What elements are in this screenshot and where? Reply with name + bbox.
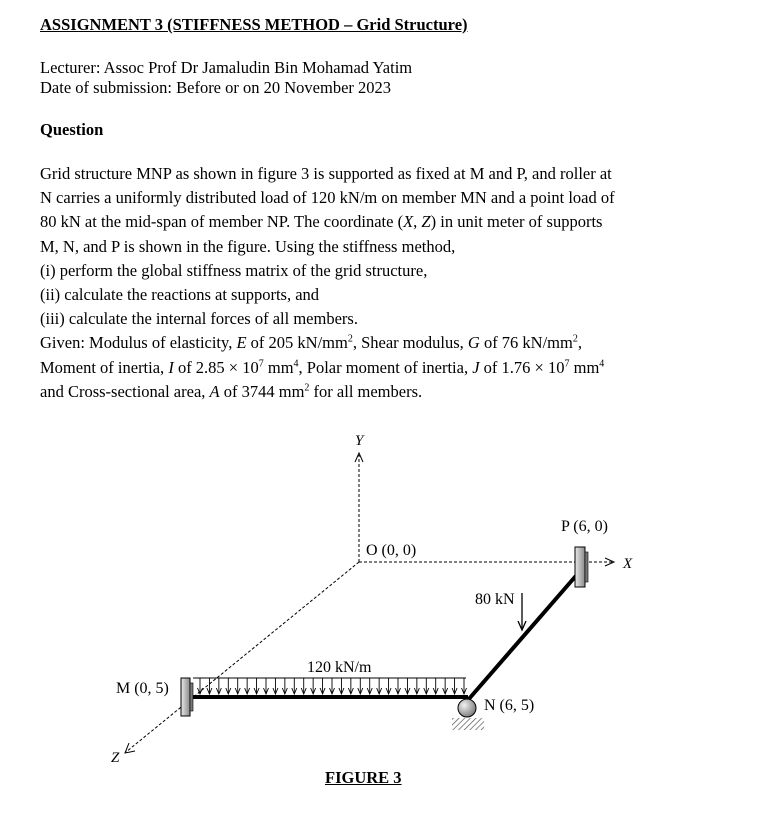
node-m-label: M (0, 5) bbox=[116, 680, 169, 697]
i-symbol: I bbox=[168, 357, 174, 377]
z-axis-arrowhead bbox=[125, 743, 135, 753]
udl-arrow bbox=[330, 678, 335, 694]
udl-arrow bbox=[414, 678, 419, 694]
udl-arrow bbox=[358, 678, 363, 694]
j-symbol: J bbox=[472, 357, 480, 377]
udl-arrow bbox=[264, 678, 269, 694]
udl-arrow bbox=[311, 678, 316, 694]
udl-arrow bbox=[367, 678, 372, 694]
udl-arrow bbox=[292, 678, 297, 694]
udl-arrow bbox=[405, 678, 410, 694]
question-line-2: N carries a uniformly distributed load of 120 kN/m on member MN and a point load of bbox=[40, 188, 615, 208]
given-line-3: and Cross-sectional area, A of 3744 $mm^2$ for all members. bbox=[40, 381, 423, 401]
g-symbol: G bbox=[467, 333, 480, 353]
question-line-4: M, N, and P is shown in the figure. Using the stiffness method, bbox=[40, 236, 456, 256]
coord-z-symbol: Z bbox=[421, 212, 431, 232]
given-line-1: Given: Modulus of elasticity, E of 205 $kN/mm^2$, Shear modulus, G of 76 $kN/mm^2$, bbox=[40, 333, 582, 353]
figure-caption: FIGURE 3 bbox=[325, 768, 402, 787]
udl-arrow bbox=[424, 678, 429, 694]
udl-arrow bbox=[226, 678, 231, 694]
question-line-3-end: ) in unit meter of supports bbox=[430, 212, 603, 232]
udl-arrow bbox=[462, 678, 467, 694]
fixed-support-m bbox=[181, 678, 190, 716]
question-line-1: Grid structure MNP as shown in figure 3 is supported as fixed at M and P, and roller at bbox=[40, 164, 612, 183]
udl-arrow bbox=[320, 678, 325, 694]
z-axis-line bbox=[126, 562, 359, 752]
node-n-label: N (6, 5) bbox=[484, 697, 535, 714]
udl-arrow bbox=[198, 678, 203, 694]
fixed-support-p-face bbox=[585, 552, 588, 582]
udl-arrow bbox=[273, 678, 278, 694]
task-3: (iii) calculate the internal forces of all members. bbox=[40, 309, 358, 329]
node-p-label: P (6, 0) bbox=[561, 518, 608, 535]
submission-date-line: Date of submission: Before or on 20 November 2023 bbox=[40, 78, 392, 97]
udl-arrow bbox=[377, 678, 382, 694]
question-line-3: 80 kN at the mid-span of member NP. The coordinate (X, Z) in unit meter of supports bbox=[40, 212, 603, 232]
coord-x-symbol: X bbox=[403, 212, 414, 232]
udl-arrow bbox=[282, 678, 287, 694]
question-heading: Question bbox=[40, 120, 104, 139]
roller-ground-hatch bbox=[452, 718, 484, 730]
point-load-label: 80 kN bbox=[475, 591, 515, 608]
lecturer-line: Lecturer: Assoc Prof Dr Jamaludin Bin Mohamad Yatim bbox=[40, 58, 413, 77]
udl-arrow bbox=[254, 678, 259, 694]
fixed-support-p bbox=[575, 547, 585, 587]
udl-arrows bbox=[193, 678, 467, 694]
udl-arrow bbox=[235, 678, 240, 694]
question-line-3-start: 80 kN at the mid-span of member NP. The coordinate ( bbox=[40, 212, 404, 232]
fixed-support-m-face bbox=[190, 683, 193, 711]
udl-arrow bbox=[339, 678, 344, 694]
e-symbol: E bbox=[236, 333, 247, 353]
task-1: (i) perform the global stiffness matrix of the grid structure, bbox=[40, 260, 428, 280]
assignment-title: ASSIGNMENT 3 (STIFFNESS METHOD – Grid Structure) bbox=[40, 15, 468, 34]
udl-arrow bbox=[301, 678, 306, 694]
udl-arrow bbox=[245, 678, 250, 694]
udl-arrow bbox=[452, 678, 457, 694]
y-axis-label: Y bbox=[355, 433, 364, 449]
udl-arrow bbox=[443, 678, 448, 694]
origin-label: O (0, 0) bbox=[366, 542, 417, 559]
udl-label: 120 kN/m bbox=[307, 659, 372, 676]
a-symbol: A bbox=[209, 381, 220, 401]
given-line-2: Moment of inertia, I of $2.85 \times 10^7$ $mm^4$, Polar moment of inertia, J of $1.76 \times 10^7$ $mm^4$ bbox=[40, 357, 605, 377]
z-axis-label: Z bbox=[111, 750, 120, 766]
roller-support-n bbox=[458, 699, 476, 717]
x-axis-label: X bbox=[623, 556, 633, 572]
udl-arrow bbox=[386, 678, 391, 694]
task-2: (ii) calculate the reactions at supports, and bbox=[40, 285, 320, 305]
udl-arrow bbox=[433, 678, 438, 694]
udl-arrow bbox=[216, 678, 221, 694]
udl-arrow bbox=[396, 678, 401, 694]
udl-arrow bbox=[348, 678, 353, 694]
member-np bbox=[468, 570, 581, 700]
